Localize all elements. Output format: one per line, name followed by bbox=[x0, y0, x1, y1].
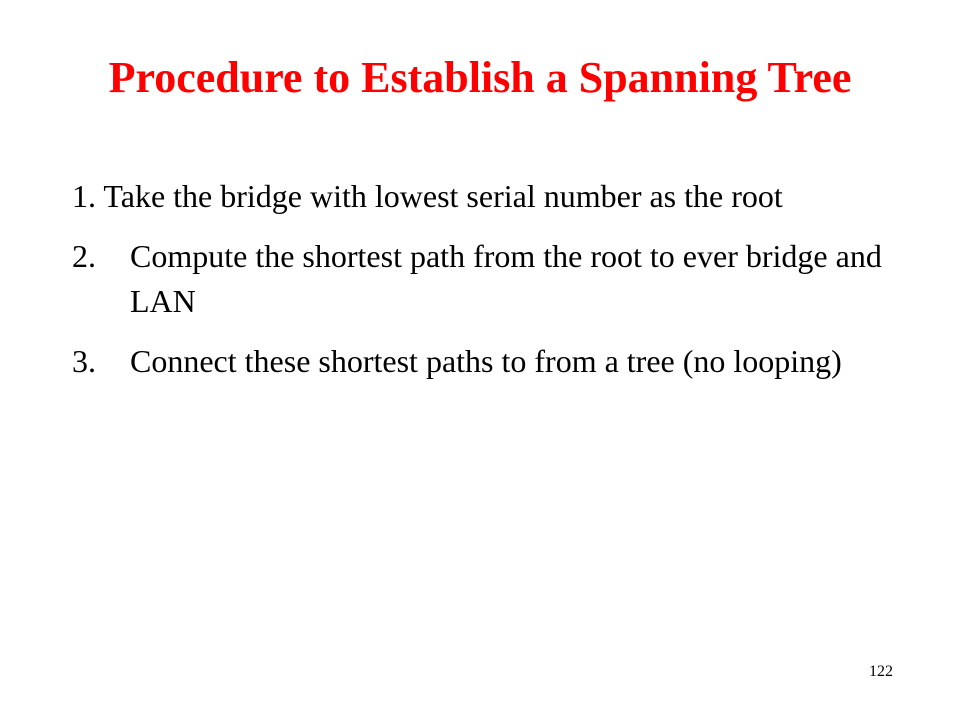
step-text-2: Compute the shortest path from the root to ever bridge and LAN bbox=[130, 238, 882, 319]
page-number: 122 bbox=[869, 663, 893, 680]
step-item-1 bbox=[72, 174, 892, 219]
step-number-3: 3. bbox=[72, 343, 96, 379]
step-number-2: 2. bbox=[72, 238, 96, 274]
step-text-3: Connect these shortest paths to from a tree (no looping) bbox=[130, 343, 842, 379]
step-text-1: 1. Take the bridge with lowest serial number as the root bbox=[72, 178, 783, 214]
slide-title: Procedure to Establish a Spanning Tree bbox=[108, 53, 852, 102]
step-item-3 bbox=[72, 339, 892, 384]
step-item-2 bbox=[72, 234, 892, 324]
step-list bbox=[72, 174, 892, 399]
